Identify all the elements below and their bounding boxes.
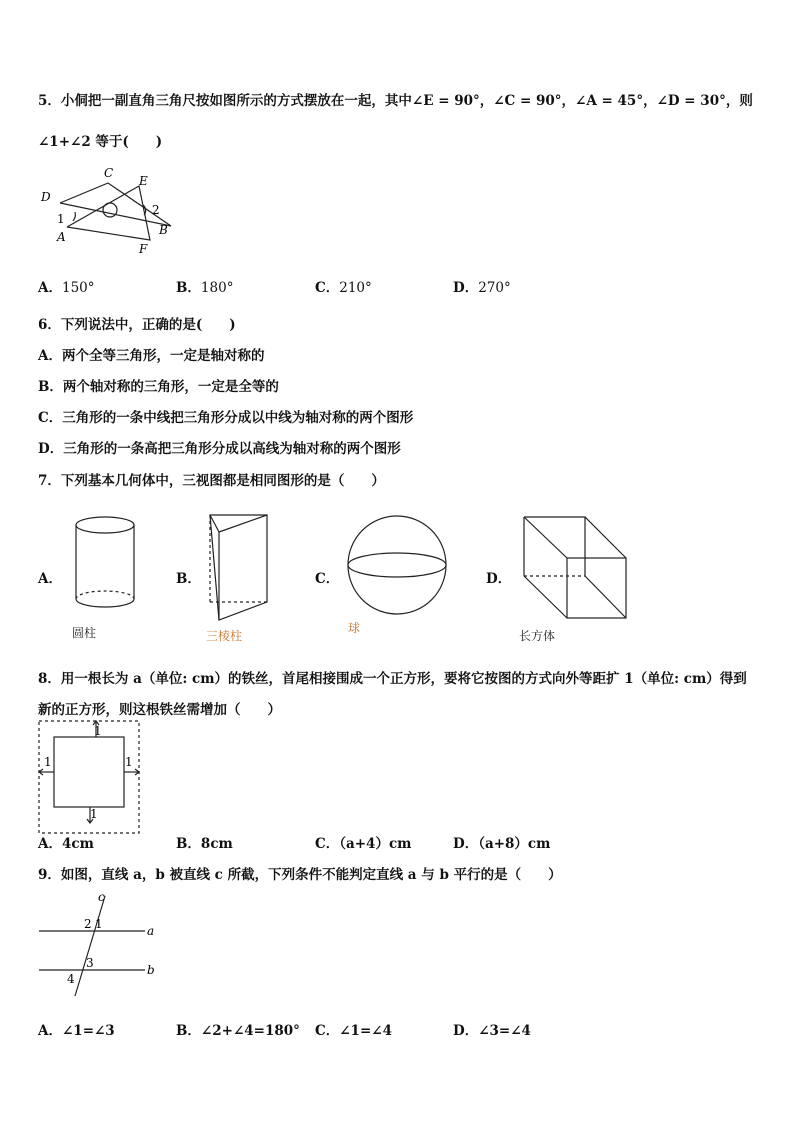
- q5-label-2: 2: [152, 203, 160, 217]
- cylinder-figure: [72, 513, 142, 613]
- q5-label-C: C: [104, 166, 114, 180]
- q5-stem-line1: 5．小侗把一副直角三角尺按如图所示的方式摆放在一起，其中∠E = 90°，∠C = 90°，∠A = 45°，∠D = 30°，则: [38, 93, 753, 109]
- q9-option-b[interactable]: B．∠2+∠4=180°: [176, 1023, 300, 1039]
- q5-option-c[interactable]: C．210°: [315, 280, 372, 296]
- q5-label-1: 1: [57, 212, 65, 226]
- q5-stem-line2: ∠1+∠2 等于( ): [38, 134, 163, 150]
- q9-option-d[interactable]: D．∠3=∠4: [453, 1023, 531, 1039]
- q9-label-a: a: [147, 924, 155, 938]
- q7-option-c-letter[interactable]: C．: [315, 571, 340, 587]
- q5-label-F: F: [139, 242, 148, 256]
- q8-stem-line1: 8．用一根长为 a（单位: cm）的铁丝，首尾相接围成一个正方形，要将它按图的方式向外等距扩 1（单位: cm）得到: [38, 671, 747, 687]
- q7-stem: 7．下列基本几何体中，三视图都是相同图形的是（ ）: [38, 473, 385, 489]
- q6-stem: 6．下列说法中，正确的是( ): [38, 317, 236, 333]
- q7-option-b-letter[interactable]: B．: [176, 571, 201, 587]
- q7-option-d-letter[interactable]: D．: [486, 571, 512, 587]
- q9-option-c[interactable]: C．∠1=∠4: [315, 1023, 392, 1039]
- q8-stem-line2: 新的正方形，则这根铁丝需增加（ ）: [38, 702, 281, 718]
- q9-option-a[interactable]: A．∠1=∠3: [38, 1023, 115, 1039]
- q8-label-right: 1: [125, 755, 133, 769]
- q9-label-3: 3: [86, 956, 94, 970]
- q5-triangle-figure: [35, 163, 185, 258]
- q7-option-a-letter[interactable]: A．: [38, 571, 62, 587]
- sphere-figure: [345, 515, 455, 615]
- q8-label-bottom: 1: [90, 807, 98, 821]
- cuboid-figure: [520, 514, 635, 624]
- q8-label-top: 1: [94, 724, 102, 738]
- q6-option-b[interactable]: B．两个轴对称的三角形，一定是全等的: [38, 379, 279, 395]
- q5-label-E: E: [139, 174, 148, 188]
- q7-caption-cuboid: 长方体: [519, 629, 556, 643]
- q9-label-2: 2: [84, 917, 92, 931]
- q5-option-d[interactable]: D．270°: [453, 280, 511, 296]
- q5-label-D: D: [41, 190, 51, 204]
- q6-option-d[interactable]: D．三角形的一条高把三角形分成以高线为轴对称的两个图形: [38, 441, 401, 457]
- q6-option-a[interactable]: A．两个全等三角形，一定是轴对称的: [38, 348, 265, 364]
- q8-option-c[interactable]: C．（a+4）cm: [315, 836, 412, 852]
- q9-label-4: 4: [67, 972, 75, 986]
- q5-option-a[interactable]: A．150°: [38, 280, 95, 296]
- q7-caption-prism: 三棱柱: [206, 629, 243, 643]
- q5-label-B: B: [159, 223, 168, 237]
- triangular-prism-figure: [205, 512, 275, 622]
- square-expansion-figure: [37, 719, 141, 835]
- q8-option-d[interactable]: D．（a+8）cm: [453, 836, 551, 852]
- q8-label-left: 1: [44, 755, 52, 769]
- q6-option-c[interactable]: C．三角形的一条中线把三角形分成以中线为轴对称的两个图形: [38, 410, 414, 426]
- q5-option-b[interactable]: B．180°: [176, 280, 234, 296]
- q8-option-b[interactable]: B．8cm: [176, 836, 233, 852]
- q9-label-c: c: [98, 890, 105, 904]
- q9-label-b: b: [147, 963, 155, 977]
- q8-option-a[interactable]: A．4cm: [38, 836, 94, 852]
- q9-label-1: 1: [95, 917, 103, 931]
- parallel-lines-figure: [37, 892, 162, 1004]
- q7-caption-cylinder: 圆柱: [72, 626, 97, 640]
- q5-label-A: A: [57, 230, 66, 244]
- q7-caption-sphere: 球: [348, 621, 361, 635]
- q9-stem: 9．如图，直线 a，b 被直线 c 所截，下列条件不能判定直线 a 与 b 平行的是（ ）: [38, 867, 562, 883]
